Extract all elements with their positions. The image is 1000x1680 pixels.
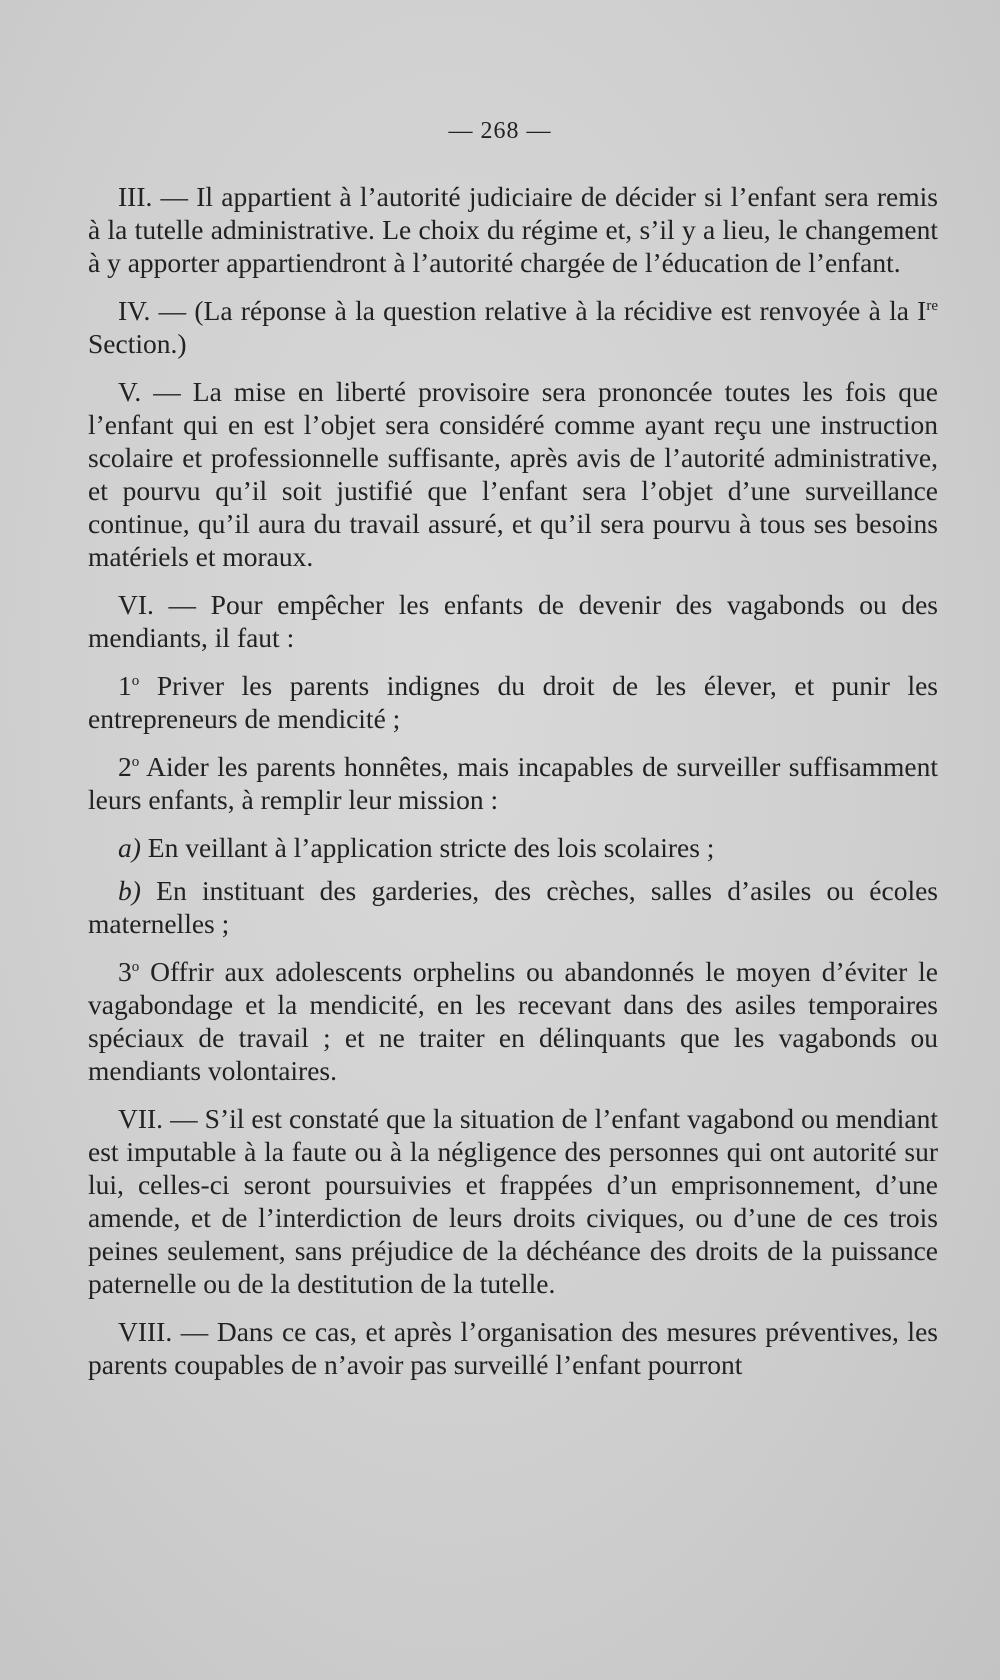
paragraph-vii: VII. — S’il est constaté que la situation de l’enfant vagabond ou mendiant est imputable à la faute ou à la négligence des personnes qui ont autorité sur lui, celles-ci seront poursuivies et frappées d’un emprisonnement, d’une amende, et de l’interdiction de leurs droits civiques, ou d’une de ces trois peines seulement, sans préjudice de la déchéance des droits de la puissance paternelle ou de la destitution de la tutelle. — [88, 1103, 938, 1299]
item-2-number: 2 — [118, 751, 132, 782]
paragraph-vi-item-2 — [88, 750, 938, 816]
paragraph-iv-text: IV. — (La réponse à la question relative à la récidive est renvoyée à la I — [118, 295, 927, 326]
paragraph-vi: VI. — Pour empêcher les enfants de devenir des vagabonds ou des mendiants, il faut : — [88, 589, 938, 653]
page-number: — 268 — — [448, 118, 552, 144]
paragraph-vi-item-2b — [88, 874, 938, 940]
paragraph-vi-item-3 — [88, 955, 938, 1087]
item-1-text: Priver les parents indignes du droit de les élever, et punir les entrepreneurs de mendicité ; — [88, 670, 938, 734]
paragraph-vi-item-1 — [88, 669, 938, 735]
item-2b-text: En instituant des garderies, des crèches, salles d’asiles ou écoles maternelles ; — [88, 875, 938, 939]
item-2a-text: En veillant à l’application stricte des lois scolaires ; — [140, 832, 715, 863]
paragraph-viii: VIII. — Dans ce cas, et après l’organisation des mesures préventives, les parents coupables de n’avoir pas surveillé l’enfant pourront — [88, 1316, 938, 1380]
paragraph-v: V. — La mise en liberté provisoire sera prononcée toutes les fois que l’enfant qui en est l’objet sera considéré comme ayant reçu une instruction scolaire et professionnelle suffisante, après avis de l’autorité administrative, et pourvu qu’il soit justifié que l’enfant sera l’objet d’une surveillance continue, qu’il aura du travail assuré, et qu’il sera pourvu à tous ses besoins matériels et moraux. — [88, 376, 938, 572]
paragraph-iv-superscript: re — [926, 297, 938, 314]
item-2a-label: a) — [118, 832, 141, 863]
paragraph-iii: III. — Il appartient à l’autorité judiciaire de décider si l’enfant sera remis à la tutelle administrative. Le choix du régime et, s’il y a lieu, le changement à y apporter appartiendront à l’autorité chargée de l’éducation de l’enfant. — [88, 181, 938, 278]
paragraph-vi-item-2a — [88, 831, 938, 864]
paragraph-iv — [88, 294, 938, 360]
item-2-text: Aider les parents honnêtes, mais incapables de surveiller suffisamment leurs enfants, à remplir leur mission : — [88, 751, 938, 815]
item-3-superscript: o — [131, 958, 140, 975]
item-3-text: Offrir aux adolescents orphelins ou abandonnés le moyen d’éviter le vagabondage et la mendicité, en les recevant dans des asiles temporaires spéciaux de travail ; et ne traiter en délinquants que les vagabonds ou mendiants volontaires. — [88, 956, 938, 1086]
item-1-superscript: o — [131, 672, 140, 689]
item-2-superscript: o — [131, 753, 140, 770]
item-2b-label: b) — [118, 875, 141, 906]
item-3-number: 3 — [118, 956, 132, 987]
item-1-number: 1 — [118, 670, 132, 701]
paragraph-iv-text-end: Section.) — [88, 328, 187, 359]
page-body — [88, 180, 938, 1396]
